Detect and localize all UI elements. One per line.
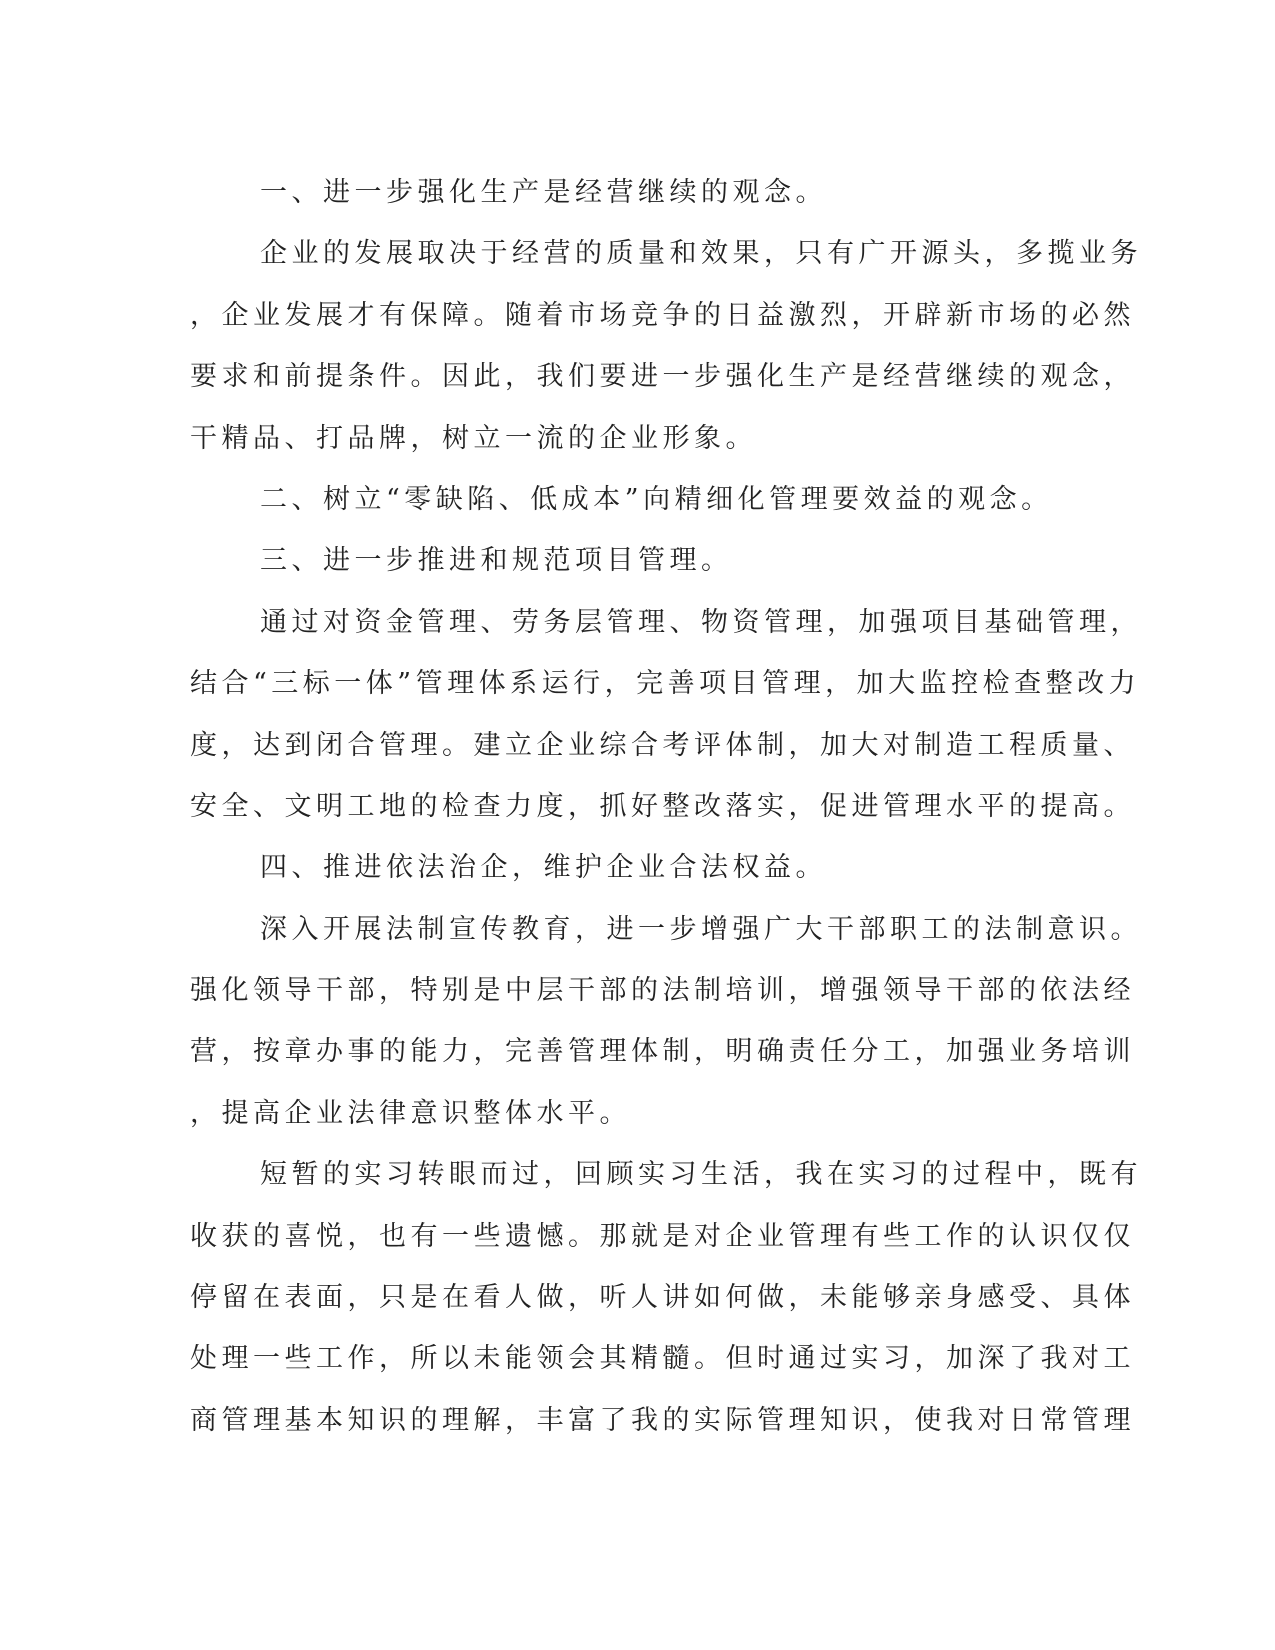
text-line: 通过对资金管理、劳务层管理、物资管理，加强项目基础管理， — [260, 606, 1142, 638]
text-line: 营，按章办事的能力，完善管理体制，明确责任分工，加强业务培训 — [190, 1036, 1135, 1068]
text-line: 停留在表面，只是在看人做，听人讲如何做，未能够亲身感受、具体 — [190, 1282, 1135, 1314]
text-line: 企业的发展取决于经营的质量和效果，只有广开源头，多揽业务 — [260, 238, 1142, 270]
text-line: 要求和前提条件。因此，我们要进一步强化生产是经营继续的观念， — [190, 361, 1135, 393]
text-line: 处理一些工作，所以未能领会其精髓。但时通过实习，加深了我对工 — [190, 1343, 1135, 1375]
text-line: 强化领导干部，特别是中层干部的法制培训，增强领导干部的依法经 — [190, 975, 1135, 1007]
text-line: 安全、文明工地的检查力度，抓好整改落实，促进管理水平的提高。 — [190, 790, 1135, 822]
text-line: 收获的喜悦，也有一些遗憾。那就是对企业管理有些工作的认识仅仅 — [190, 1220, 1135, 1252]
text-line: ，企业发展才有保障。随着市场竞争的日益激烈，开辟新市场的必然 — [190, 299, 1135, 331]
text-line: 度，达到闭合管理。建立企业综合考评体制，加大对制造工程质量、 — [190, 729, 1135, 761]
text-line: 深入开展法制宣传教育，进一步增强广大干部职工的法制意识。 — [260, 913, 1142, 945]
text-line: 二、树立“零缺陷、低成本”向精细化管理要效益的观念。 — [260, 483, 1053, 515]
text-line: 四、推进依法治企，维护企业合法权益。 — [260, 852, 827, 884]
text-line: 短暂的实习转眼而过，回顾实习生活，我在实习的过程中，既有 — [260, 1159, 1142, 1191]
text-line: 干精品、打品牌，树立一流的企业形象。 — [190, 422, 757, 454]
text-line: ，提高企业法律意识整体水平。 — [190, 1097, 631, 1129]
text-line: 一、进一步强化生产是经营继续的观念。 — [260, 177, 827, 208]
text-line: 结合“三标一体”管理体系运行，完善项目管理，加大监控检查整改力 — [190, 668, 1141, 700]
text-line: 商管理基本知识的理解，丰富了我的实际管理知识，使我对日常管理 — [190, 1404, 1135, 1436]
document-body — [190, 162, 1142, 1451]
text-line: 三、进一步推进和规范项目管理。 — [260, 545, 733, 577]
